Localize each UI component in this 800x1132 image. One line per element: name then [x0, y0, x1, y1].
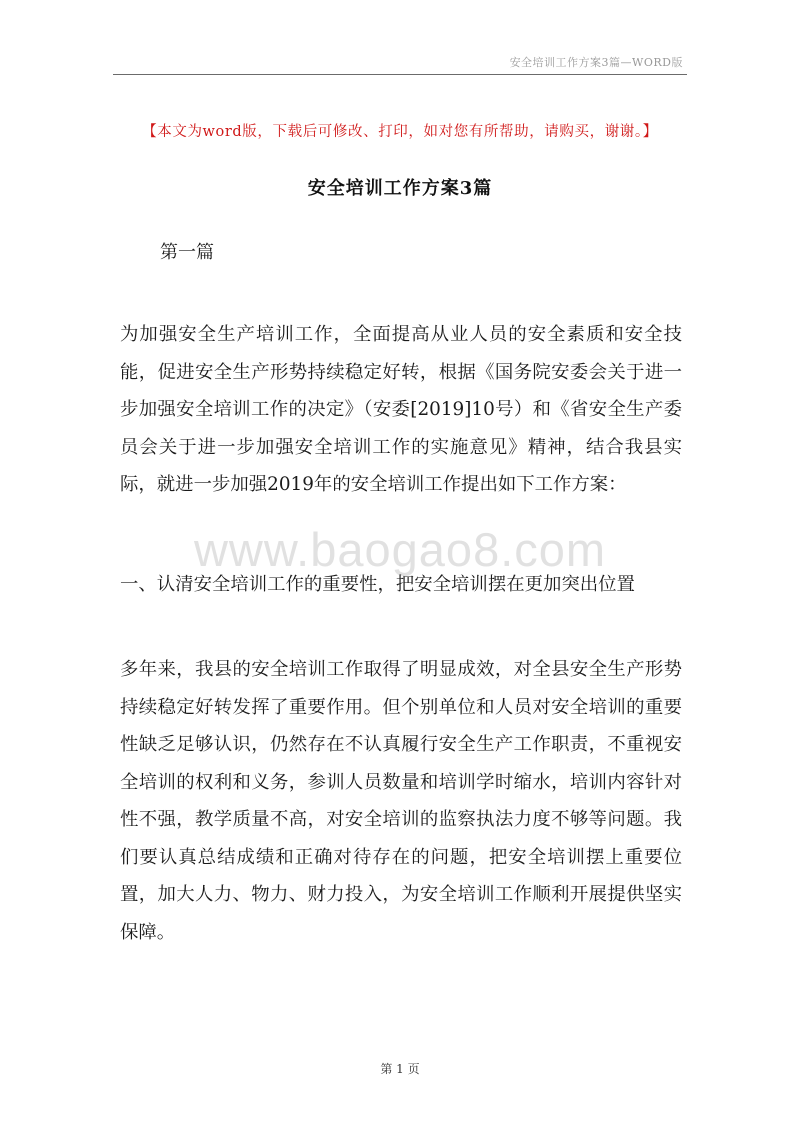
page-number: 第 1 页 — [380, 1062, 420, 1076]
website-watermark: www.baogao8.com — [193, 523, 607, 576]
document-title: 安全培训工作方案3篇 — [307, 178, 493, 199]
section-heading-1: 一、认清安全培训工作的重要性，把安全培训摆在更加突出位置 — [120, 574, 635, 595]
running-header: 安全培训工作方案3篇—WORD版 — [509, 56, 683, 69]
intro-paragraph: 为加强安全生产培训工作，全面提高从业人员的安全素质和安全技能，促进安全生产形势持续稳定好转，根据《国务院安委会关于进一步加强安全培训工作的决定》（安委[2019]10号）和《省安全生产委员会关于进一步加强安全培训工作的实施意见》精神，结合我县实际，就进一步加强2019年的安全培训工作提出如下工作方案： — [120, 324, 682, 495]
header-divider — [113, 74, 687, 75]
purchase-notice: 【本文为word版，下载后可修改、打印，如对您有所帮助，请购买，谢谢。】 — [142, 124, 658, 140]
section-1-paragraph: 多年来，我县的安全培训工作取得了明显成效，对全县安全生产形势持续稳定好转发挥了重要作用。但个别单位和人员对安全培训的重要性缺乏足够认识，仍然存在不认真履行安全生产工作职责，不重视安全培训的权利和义务，参训人员数量和培训学时缩水，培训内容针对性不强，教学质量不高，对安全培训的监察执法力度不够等问题。我们要认真总结成绩和正确对待存在的问题，把安全培训摆上重要位置，加大人力、物力、财力投入，为安全培训工作顺利开展提供坚实保障。 — [120, 659, 682, 943]
part-label: 第一篇 — [160, 242, 214, 263]
